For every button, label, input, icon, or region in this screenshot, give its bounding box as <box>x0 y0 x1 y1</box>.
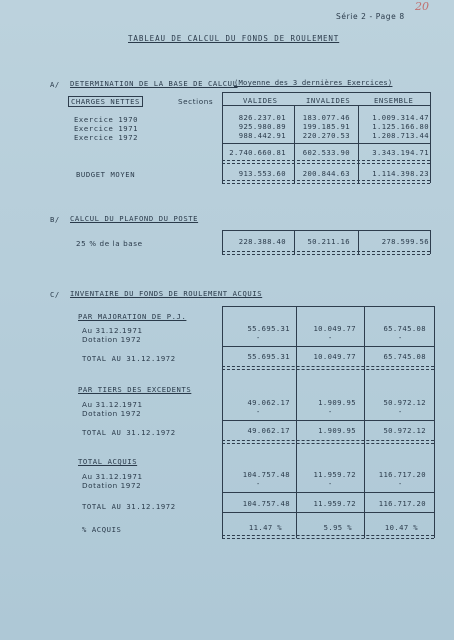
table-a-right-border <box>430 92 431 183</box>
plafond-row-label: 25 % de la base <box>76 239 143 248</box>
table-b-left-border <box>222 230 223 254</box>
tiers-total-invalides: 1.909.95 <box>318 426 356 435</box>
acquis-total-ensemble: 116.717.20 <box>378 499 426 508</box>
majoration-ensemble: 65.745.08 <box>383 324 426 333</box>
col-header-valides: VALIDES <box>243 96 278 105</box>
tiers-dotation-invalides: - <box>328 408 333 416</box>
table-a-sum-rule <box>222 143 430 144</box>
table-b-divider-2 <box>358 230 359 254</box>
acquis-total-valides: 104.757.48 <box>242 499 290 508</box>
table-a-total-rule <box>222 160 430 164</box>
row-label-1972: Exercice 1972 <box>74 133 139 142</box>
pct-acquis-valides: 11.47 % <box>248 523 282 532</box>
group-acquis-line2: Dotation 1972 <box>82 481 142 490</box>
section-a-subtitle: (Moyenne des 3 dernières Exercices) <box>234 78 393 87</box>
majoration-valides: 55.695.31 <box>247 324 290 333</box>
value-1972-ensemble: 1.208.713.44 <box>372 131 429 140</box>
value-1972-invalides: 220.270.53 <box>302 131 350 140</box>
plafond-valides: 228.388.40 <box>238 237 286 246</box>
table-c-bottom-rule <box>222 535 434 539</box>
group-acquis-title: TOTAL ACQUIS <box>78 457 138 466</box>
acquis-sum-rule <box>222 492 434 493</box>
table-a-header-rule <box>222 105 430 106</box>
table-c-left-border <box>222 306 223 538</box>
table-a-bottom-rule <box>222 180 430 184</box>
total-ensemble: 3.343.194.71 <box>372 148 429 157</box>
majoration-sum-rule <box>222 346 434 347</box>
acquis-invalides: 11.959.72 <box>313 470 356 479</box>
table-c-divider-2 <box>364 306 365 538</box>
value-1970-valides: 826.237.01 <box>238 113 286 122</box>
majoration-total-valides: 55.695.31 <box>247 352 290 361</box>
total-invalides: 602.533.90 <box>302 148 350 157</box>
majoration-dotation-valides: - <box>256 334 261 342</box>
section-c-heading: C/ <box>50 290 60 299</box>
majoration-invalides: 10.049.77 <box>313 324 356 333</box>
section-c-title: INVENTAIRE DU FONDS DE ROULEMENT ACQUIS <box>70 289 263 298</box>
table-a-divider-1 <box>294 106 295 183</box>
majoration-total-invalides: 10.049.77 <box>313 352 356 361</box>
table-a-divider-2 <box>358 106 359 183</box>
col-header-invalides: INVALIDES <box>306 96 351 105</box>
budget-ensemble: 1.114.398.23 <box>372 169 429 178</box>
group-acquis-line1: Au 31.12.1971 <box>82 472 143 481</box>
table-b-bottom-rule <box>222 251 430 255</box>
value-1970-invalides: 183.077.46 <box>302 113 350 122</box>
charges-nettes-label: CHARGES NETTES <box>68 96 143 107</box>
group-tiers-line2: Dotation 1972 <box>82 409 142 418</box>
acquis-total-rule <box>222 512 434 513</box>
value-1970-ensemble: 1.009.314.47 <box>372 113 429 122</box>
tiers-valides: 49.062.17 <box>247 398 290 407</box>
tiers-dotation-valides: - <box>256 408 261 416</box>
budget-invalides: 200.844.63 <box>302 169 350 178</box>
tiers-invalides: 1.909.95 <box>318 398 356 407</box>
table-c-right-border <box>434 306 435 538</box>
pct-acquis-ensemble: 10.47 % <box>384 523 418 532</box>
section-a-title: DETERMINATION DE LA BASE DE CALCUL <box>70 79 238 88</box>
table-a-top-rule <box>222 92 430 93</box>
majoration-total-rule <box>222 366 434 370</box>
group-tiers-title: PAR TIERS DES EXCEDENTS <box>78 385 192 394</box>
section-a-heading: A/ <box>50 80 60 89</box>
value-1971-ensemble: 1.125.166.80 <box>372 122 429 131</box>
table-a-left-border <box>222 92 223 183</box>
tiers-total-valides: 49.062.17 <box>247 426 290 435</box>
section-b-title: CALCUL DU PLAFOND DU POSTE <box>70 214 199 223</box>
majoration-dotation-invalides: - <box>328 334 333 342</box>
tiers-sum-rule <box>222 420 434 421</box>
table-b-right-border <box>430 230 431 254</box>
group-majoration-line2: Dotation 1972 <box>82 335 142 344</box>
table-c-top-rule <box>222 306 434 307</box>
majoration-dotation-ensemble: - <box>398 334 403 342</box>
tiers-total-rule <box>222 440 434 444</box>
majoration-total-label: TOTAL AU 31.12.1972 <box>82 354 176 363</box>
pct-acquis-label: % ACQUIS <box>82 525 122 534</box>
acquis-dotation-ensemble: - <box>398 480 403 488</box>
row-label-1970: Exercice 1970 <box>74 115 139 124</box>
section-b-heading: B/ <box>50 215 60 224</box>
pct-acquis-invalides: 5.95 % <box>323 523 352 532</box>
tiers-ensemble: 50.972.12 <box>383 398 426 407</box>
acquis-dotation-valides: - <box>256 480 261 488</box>
row-label-1971: Exercice 1971 <box>74 124 139 133</box>
col-header-ensemble: ENSEMBLE <box>374 96 414 105</box>
group-majoration-title: PAR MAJORATION DE P.J. <box>78 312 187 321</box>
value-1971-invalides: 199.185.91 <box>302 122 350 131</box>
group-tiers-line1: Au 31.12.1971 <box>82 400 143 409</box>
tiers-total-label: TOTAL AU 31.12.1972 <box>82 428 176 437</box>
sections-label: Sections <box>178 97 214 106</box>
tiers-total-ensemble: 50.972.12 <box>383 426 426 435</box>
table-b-top-rule <box>222 230 430 231</box>
majoration-total-ensemble: 65.745.08 <box>383 352 426 361</box>
acquis-total-label: TOTAL AU 31.12.1972 <box>82 502 176 511</box>
acquis-dotation-invalides: - <box>328 480 333 488</box>
value-1972-valides: 988.442.91 <box>238 131 286 140</box>
value-1971-valides: 925.980.89 <box>238 122 286 131</box>
budget-valides: 913.553.60 <box>238 169 286 178</box>
total-valides: 2.740.660.81 <box>229 148 286 157</box>
acquis-valides: 104.757.48 <box>242 470 290 479</box>
page-reference: Série 2 - Page 8 <box>336 12 405 21</box>
acquis-total-invalides: 11.959.72 <box>313 499 356 508</box>
table-c-divider-1 <box>296 306 297 538</box>
document-title: TABLEAU DE CALCUL DU FONDS DE ROULEMENT <box>128 34 340 43</box>
acquis-ensemble: 116.717.20 <box>378 470 426 479</box>
handwritten-number: 20 <box>415 0 429 13</box>
tiers-dotation-ensemble: - <box>398 408 403 416</box>
budget-moyen-label: BUDGET MOYEN <box>76 170 136 179</box>
plafond-ensemble: 278.599.56 <box>381 237 429 246</box>
group-majoration-line1: Au 31.12.1971 <box>82 326 143 335</box>
plafond-invalides: 50.211.16 <box>307 237 350 246</box>
table-b-divider-1 <box>294 230 295 254</box>
